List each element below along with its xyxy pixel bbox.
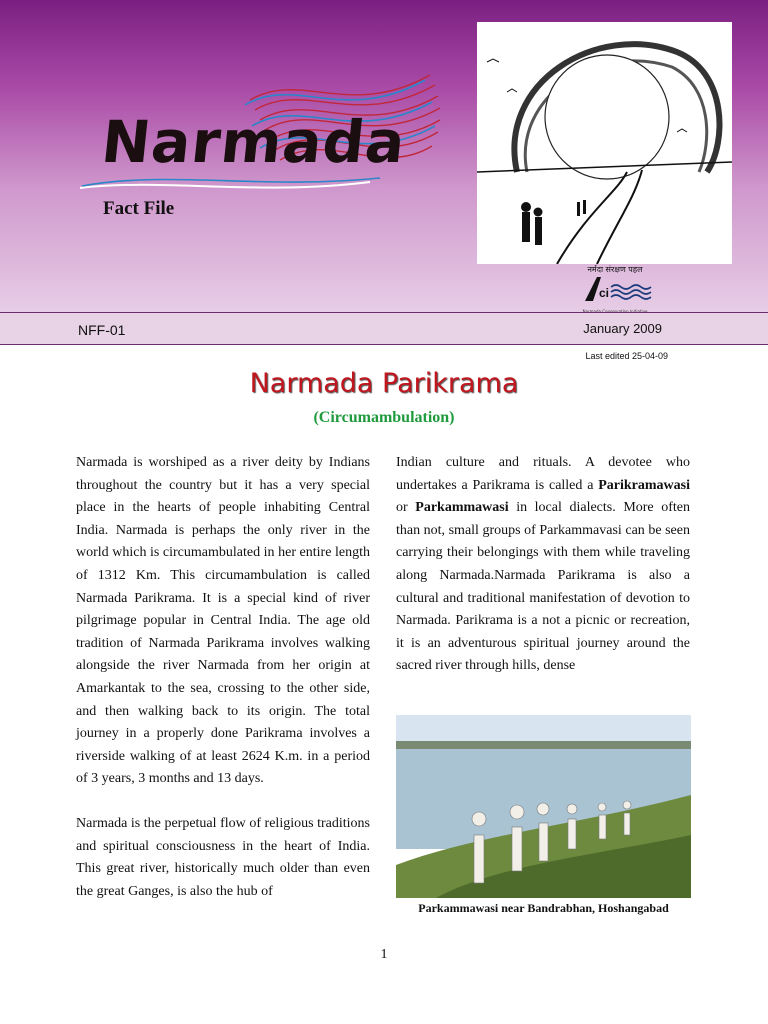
last-edited-note: Last edited 25-04-09 [585,351,668,361]
photo-caption: Parkammawasi near Bandrabhan, Hoshangabad [418,901,669,915]
river-photo [396,715,691,898]
nci-hindi-name: नर्मदा संरक्षण पहल [587,265,643,274]
term-parkammawasi: Parkammawasi [415,500,509,516]
term-parikramawasi: Parikramawasi [598,477,690,493]
nci-logo [560,264,670,312]
body-text: in local dialects. More often than not, small groups of Parkammavasi can be seen carrying their belongings with them while traveling along Narmada.Narmada Parikrama is also a cultural and traditional manifestation of devotion to Narmada. Parikrama is a not a picnic or recreation, it is an adventurous spiritual journey around the sacred river through hills, dense [396,500,690,674]
svg-text:ci: ci [599,286,610,300]
body-paragraph: Narmada is worshiped as a river deity by Indians throughout the country but it has a very special place in the hearts of people inhabiting Central India. Narmada is perhaps the only river in the world which is circumambulated in her entire length of 1312 Km. This circumambulation is called Narmada Parikrama. It is a special kind of river pilgrimage popular in Central India. The age old tradition of Narmada Parikrama involves walking alongside the river Narmada from her origin at Amarkantak to the sea, crossing to the other side, and then walking back to its origin. The total journey in a properly done Parikrama involves a riverside walking of at least 2624 K.m. in a period of 3 years, 3 months and 13 days. [76,455,370,787]
issue-code: NFF-01 [78,322,126,338]
body-paragraph: Narmada is the perpetual flow of religious traditions and spiritual consciousness in the heart of India. This great river, historically much older than even the great Ganges, is also the hub of [76,815,370,899]
body-text: Indian culture and rituals. A devotee who undertakes a Parikrama is called a [396,455,690,493]
issue-strip [0,312,768,345]
left-column [76,452,370,903]
nci-emblem-icon [575,275,655,303]
narmada-logo [80,60,450,230]
body-paragraph [396,452,690,678]
issue-date: January 2009 [583,321,662,336]
parikrama-sketch-illustration [477,22,732,264]
logo-title: Narmada [98,108,410,176]
logo-subtitle: Fact File [103,198,175,219]
page-number: 1 [380,947,388,962]
article-subtitle: (Circumambulation) [313,409,455,426]
masthead [0,0,768,312]
nci-org-name: Narmada Conservation Initiative [582,309,648,312]
body-text: or [396,500,408,516]
article-title: Narmada Parikrama [249,368,519,399]
right-column [396,452,690,678]
